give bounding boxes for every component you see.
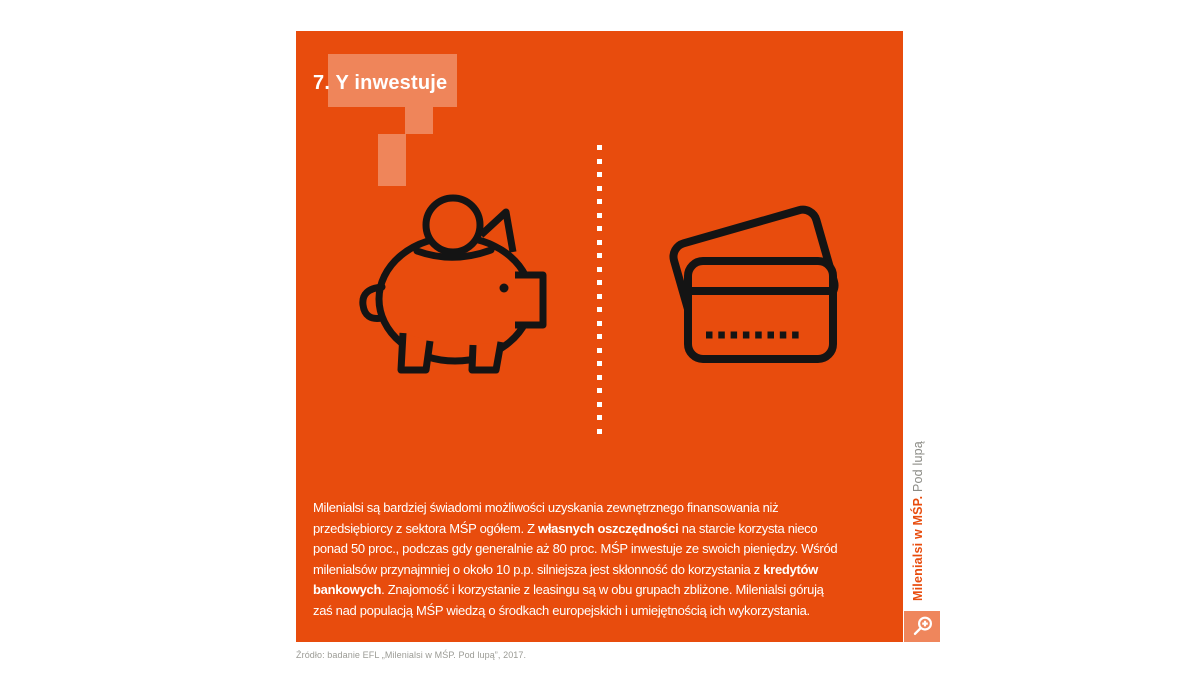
slide-title: 7. Y inwestuje: [313, 72, 448, 94]
divider-dot: [597, 361, 602, 366]
divider-dot: [597, 159, 602, 164]
dotted-divider: [597, 145, 602, 434]
body-line: ponad 50 proc., podczas gdy generalnie aż 80 proc. MŚP inwestuje ze swoich pieniędzy. Wśród: [313, 541, 838, 556]
divider-dot: [597, 240, 602, 245]
decor-step-tile-middle: [405, 107, 433, 134]
divider-dot: [597, 307, 602, 312]
brand-name: Milenialsi w MŚP.: [911, 495, 925, 601]
divider-dot: [597, 388, 602, 393]
body-paragraph: [313, 498, 888, 621]
divider-dot: [597, 402, 602, 407]
zoom-in-magnifier-icon: [911, 615, 934, 638]
divider-dot: [597, 199, 602, 204]
divider-dot: [597, 267, 602, 272]
brand-subtitle: Pod lupą: [911, 441, 925, 496]
divider-dot: [597, 348, 602, 353]
brand-vertical-label: [911, 441, 925, 601]
divider-dot: [597, 145, 602, 150]
body-line: milenialsów przynajmniej o około 10 p.p. silniejsza jest skłonność do korzystania z kredytów: [313, 561, 818, 577]
divider-dot: [597, 321, 602, 326]
body-line: Milenialsi są bardziej świadomi możliwości uzyskania zewnętrznego finansowania niż: [313, 500, 779, 515]
divider-dot: [597, 280, 602, 285]
divider-dot: [597, 334, 602, 339]
body-line: bankowych. Znajomość i korzystanie z leasingu są w obu grupach zbliżone. Milenialsi górują: [313, 582, 824, 597]
body-line: zaś nad populacją MŚP wiedzą o środkach europejskich i umiejętnością ich wykorzystania.: [313, 602, 810, 618]
divider-dot: [597, 172, 602, 177]
decor-step-tile-bottom: [378, 134, 406, 186]
body-line: przedsiębiorcy z sektora MŚP ogółem. Z własnych oszczędności na starcie korzysta nieco: [313, 520, 818, 536]
zoom-tile-button[interactable]: [904, 611, 940, 642]
divider-dot: [597, 253, 602, 258]
divider-dot: [597, 429, 602, 434]
credit-card-icon: [648, 195, 840, 365]
source-note: Źródło: badanie EFL „Milenialsi w MŚP. Pod lupą”, 2017.: [296, 650, 527, 660]
divider-dot: [597, 226, 602, 231]
divider-dot: [597, 375, 602, 380]
divider-dot: [597, 213, 602, 218]
divider-dot: [597, 186, 602, 191]
orange-panel: [296, 31, 903, 642]
piggy-bank-icon: [355, 191, 555, 381]
divider-dot: [597, 294, 602, 299]
divider-dot: [597, 415, 602, 420]
